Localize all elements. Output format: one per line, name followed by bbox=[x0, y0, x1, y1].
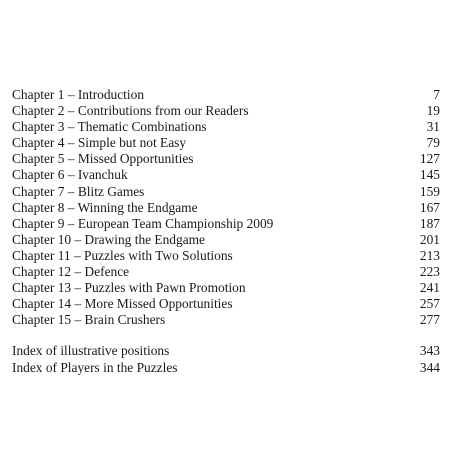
entry-page-number: 257 bbox=[419, 296, 440, 312]
entry-title: Chapter 12 – Defence bbox=[12, 264, 130, 280]
toc-entry-index-players bbox=[12, 360, 440, 376]
entry-page-number: 277 bbox=[419, 312, 440, 328]
entry-page-number: 213 bbox=[419, 247, 440, 263]
toc-entry-chapter-10 bbox=[12, 232, 440, 248]
toc-entry-chapter-11 bbox=[12, 248, 440, 264]
toc-entry-chapter-12 bbox=[12, 264, 440, 280]
toc-entry-chapter-13 bbox=[12, 280, 440, 296]
entry-page-number: 201 bbox=[419, 231, 440, 247]
toc-entry-chapter-8 bbox=[12, 200, 440, 216]
entry-title: Chapter 4 – Simple but not Easy bbox=[12, 135, 187, 151]
toc-entry-chapter-15 bbox=[12, 312, 440, 328]
entry-page-number: 127 bbox=[419, 151, 440, 167]
entry-title: Chapter 15 – Brain Crushers bbox=[12, 312, 166, 328]
entry-title: Chapter 9 – European Team Championship 2009 bbox=[12, 215, 274, 231]
toc-entry-chapter-2 bbox=[12, 103, 440, 119]
entry-page-number: 145 bbox=[419, 167, 440, 183]
entry-title: Index of Players in the Puzzles bbox=[12, 359, 178, 375]
entry-title: Chapter 10 – Drawing the Endgame bbox=[12, 231, 205, 247]
toc-entry-chapter-6 bbox=[12, 167, 440, 183]
toc-entry-chapter-9 bbox=[12, 216, 440, 232]
entry-title: Chapter 7 – Blitz Games bbox=[12, 183, 145, 199]
entry-page-number: 31 bbox=[426, 119, 440, 135]
entry-title: Chapter 14 – More Missed Opportunities bbox=[12, 296, 233, 312]
toc-entry-index-illustrative-positions bbox=[12, 343, 440, 359]
entry-page-number: 7 bbox=[433, 87, 440, 102]
chapter-list bbox=[12, 87, 440, 328]
entry-page-number: 79 bbox=[426, 135, 440, 151]
toc-entry-chapter-7 bbox=[12, 184, 440, 200]
entry-title: Chapter 6 – Ivanchuk bbox=[12, 167, 128, 183]
entry-title: Chapter 1 – Introduction bbox=[12, 87, 145, 102]
entry-title: Chapter 11 – Puzzles with Two Solutions bbox=[12, 247, 233, 263]
entry-page-number: 344 bbox=[419, 359, 440, 375]
entry-page-number: 19 bbox=[426, 103, 440, 119]
toc-entry-chapter-5 bbox=[12, 151, 440, 167]
toc-entry-chapter-1 bbox=[12, 87, 440, 103]
entry-page-number: 241 bbox=[419, 280, 440, 296]
toc-entry-chapter-3 bbox=[12, 119, 440, 135]
entry-page-number: 187 bbox=[419, 215, 440, 231]
table-of-contents bbox=[12, 87, 440, 376]
index-list bbox=[12, 343, 440, 375]
entry-title: Chapter 5 – Missed Opportunities bbox=[12, 151, 194, 167]
entry-page-number: 159 bbox=[419, 183, 440, 199]
toc-entry-chapter-14 bbox=[12, 296, 440, 312]
entry-title: Index of illustrative positions bbox=[12, 343, 170, 359]
toc-entry-chapter-4 bbox=[12, 135, 440, 151]
entry-title: Chapter 2 – Contributions from our Readers bbox=[12, 103, 249, 119]
entry-title: Chapter 3 – Thematic Combinations bbox=[12, 119, 207, 135]
entry-title: Chapter 13 – Puzzles with Pawn Promotion bbox=[12, 280, 246, 296]
entry-page-number: 167 bbox=[419, 199, 440, 215]
entry-title: Chapter 8 – Winning the Endgame bbox=[12, 199, 198, 215]
entry-page-number: 223 bbox=[419, 264, 440, 280]
entry-page-number: 343 bbox=[419, 343, 440, 359]
